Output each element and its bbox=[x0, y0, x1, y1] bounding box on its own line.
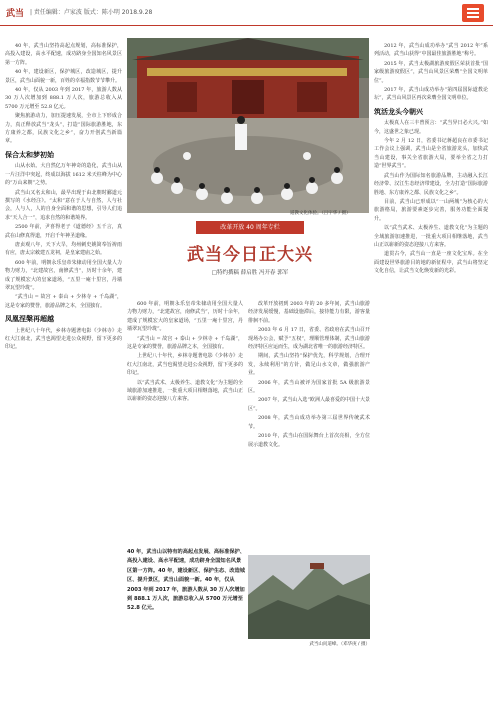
subheading: 保合太和梦初始 bbox=[5, 150, 54, 159]
paragraph: 2012 年，武当山成功举办“武当 2012 年”系列活动，武当山获得“中国最佳旅游胜地”称号。 bbox=[374, 43, 488, 58]
paragraph: 2017 年，武当山成功举办“第四届国际道教论坛”，武当山风景区再次荣膺全国文明单位。 bbox=[374, 87, 488, 102]
paragraph: 2008 年，武当山成功举办第三届世界传统武术节。 bbox=[248, 415, 370, 430]
paragraph: 40 年，建设新区，保护城区，改造城区，提升景区，武当山面貌一新，百姓的幸福指数节节攀升。 bbox=[5, 69, 122, 84]
paragraph: 唐贞观八年，天下大旱，均州刺史姚简奉旨祷雨有应，唐太宗敕建五龙祠，是皇家建庙之始。 bbox=[5, 241, 122, 257]
column-middle-right-top bbox=[248, 300, 370, 550]
paragraph: “武当山 = 故宫 + 泰山 + 少林寺 + 千岛湖”，这是专家的赞誉，旅游品牌之本，全国独有。 bbox=[127, 335, 243, 351]
menu-icon[interactable] bbox=[462, 4, 484, 22]
paragraph: 道贯古今，武当山一直是一座文化宝库。在全面建设世界旅游目的地的新征程中，武当山将坚定文化自信，让武当文化焕发新的光彩。 bbox=[374, 251, 488, 275]
paragraph: 600 年前，明朝永乐皇帝朱棣动用全国大量人力物力财力，“北建故宫，南修武当”，历时十余年，建成了规模宏大的皇家道场，“五里一庵十里宫，丹墙翠瓦望玲珑”。 bbox=[127, 301, 243, 333]
pull-quote: 40 年，武当山以特有的高起点发展、高标准保护、高投入建设、高水平配速，成功跻身全国知名风景区第一方阵。40 年，建设新区、保护生态、改造城区、提升景区，武当山面貌一新。40 年，仅从 2003 年到 2017 年，旅游人数从 30 万人次增加到 888.1 万人次，旅游总收入从 5700 万元增至 52.8 亿元。 bbox=[127, 549, 245, 612]
paragraph: 2010 年，武当山在国际舞台上首次亮相，全方位展示道教文化。 bbox=[248, 433, 370, 448]
subheading: 凤凰涅槃再超越 bbox=[5, 315, 54, 324]
paragraph: 40 年，武当山坚持高起点规划，高标准保护，高投入建设，高水平配速，成功跻身全国知名风景区第一方阵。 bbox=[5, 43, 122, 66]
paragraph: 上世纪八十年代，乡林寺题著电影《少林寺》走红大江南北，武当也渴望走进公众视野，留下更多的印记。 bbox=[5, 327, 122, 351]
paragraph: 山从水始。大自然亿万年神奇的造化，武当山从一片汪洋中突起，终成以海拔 1612 米天柱峰为中心的“万山来朝”之势。 bbox=[5, 163, 122, 187]
paragraph: 40 年，仅从 2003 年到 2017 年，旅游人数从 30 万人次增加到 888.1 万人次，旅游总收入从 5700 万元增至 52.8 亿元。 bbox=[5, 87, 122, 110]
main-photo-caption: 道教文化体验。（吕宇华 / 摄） bbox=[290, 211, 351, 216]
paragraph: 武当山又名太和山，最早出现于由北朝时郦道元撰写的《水经注》。“太和”意在于人与自然，人与社会，人与人，人的自身全面和谐的思想，引导人们追求“天人合一”，追求自然的和谐境界。 bbox=[5, 189, 122, 221]
column-right bbox=[374, 42, 488, 702]
paragraph: 600 年前，明朝永乐皇帝朱棣动用全国大量人力物力财力，“北建故宫，南修武当”，历时十余年，建成了规模宏大的皇家道场，“五里一庵十里宫，丹墙翠瓦望玲珑”。 bbox=[5, 259, 122, 291]
paragraph: 2015 年，武当太极湖旅游度假区荣获首批“国家级旅游度假区”，武当山风景区荣膺“全国文明单位”。 bbox=[374, 60, 488, 84]
paragraph: 聚焦旅游动力，加压提速发展，全市上下形成合力，真正释放武当“龙头”，打造“国际旅游胜地，东方康养之都，民族文化之乡”，奋力开创武当新篇章。 bbox=[5, 113, 122, 145]
paragraph: 武当山作为国际知名旅游品牌，主动融入长江经济带、汉江生态经济带建设，全力打造“国际旅游胜地、东方康养之都、民族文化之乡”。 bbox=[374, 172, 488, 196]
paragraph: 目前，武当山已形成以“一山两城”为核心的大旅游格局，旅游要素逐步完善，服务功能全面提升。 bbox=[374, 198, 488, 222]
section-name: 武当 bbox=[6, 9, 25, 19]
paragraph: 太极真人在三丰曾预言：“武当异日必大兴。”如今，这盛世之象已现。 bbox=[374, 120, 488, 135]
paragraph: 2003 年 6 月 17 日，省委、省政府在武当山召开现场办公会，赋予“五权”，理顺管理体制，武当山旅游经济特区应运而生，成为湖北省唯一的旅游经济特区。 bbox=[248, 327, 370, 351]
mountain-photo-caption: 武当山问道峰。（邓华庚 / 摄） bbox=[309, 642, 370, 647]
paragraph: “武当山 = 故宫 + 泰山 + 少林寺 + 千岛湖”，这是专家的赞誉，旅游品牌之本，全国独有。 bbox=[5, 294, 122, 309]
editor-info: | 责任编辑：卢家波 版式：陈小明 2018.9.28 bbox=[30, 9, 153, 16]
column-banner: 改革开放 40 周年专栏 bbox=[196, 221, 304, 234]
page-header bbox=[0, 0, 493, 26]
subheading: 筑活龙头今朝兴 bbox=[374, 107, 423, 116]
paragraph: 2006 年，武当山被评为国家首批 5A 级旅游景区。 bbox=[248, 379, 370, 395]
column-left bbox=[5, 42, 122, 702]
column-middle-left bbox=[127, 300, 243, 540]
paragraph: 改革开放初到 2003 年的 20 多年间，武当山旅游经济发展缓慢，基础设施滞后，接待能力有限，游客量徘徊不前。 bbox=[248, 301, 370, 324]
main-photo bbox=[127, 38, 369, 213]
paragraph: 今年 2 月 12 日，省委书记蒋超良在市委书记工作会议上强调，武当山是全省旅游龙头，加快武当山建设，事关全省旅游大局，要举全省之力打造“世界武当”。 bbox=[374, 138, 488, 170]
headline: 武当今日正大兴 bbox=[187, 245, 313, 265]
paragraph: 期间，武当山坚持“保护优先，科学规划，合理开发，永续利用”的方针，做足山水文章，做强旅游产业。 bbox=[248, 353, 370, 377]
paragraph: 2007 年，武当山入选“欧洲人最喜爱的中国十大景区”。 bbox=[248, 397, 370, 412]
paragraph: 以“武当武术、太极养生、道教文化”为主题的全域旅游加速推进，一批重大项目相继落地，武当山正以崭新的姿态迎接八方来客。 bbox=[127, 379, 243, 403]
paragraph: 以“武当武术、太极养生、道教文化”为主题的全域旅游加速推进，一批重大项目相继落地，武当山正以崭新的姿态迎接八方来客。 bbox=[374, 225, 488, 248]
paragraph: 2500 年前，尹喜得老子《道德经》五千言，真武在山修真得道，开启千年神圣道缘。 bbox=[5, 224, 122, 239]
byline: □特约撰稿 薛启胜 冯开春 郭军 bbox=[211, 270, 289, 276]
mountain-photo bbox=[248, 555, 370, 639]
paragraph: 上世纪八十年代，乡林寺题著电影《少林寺》走红大江南北，武当也渴望走进公众视野，留下更多的印记。 bbox=[127, 353, 243, 377]
